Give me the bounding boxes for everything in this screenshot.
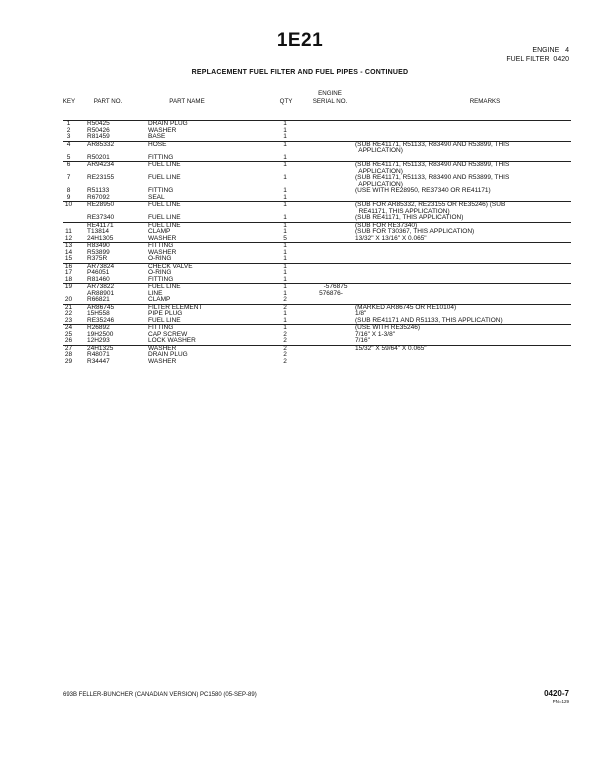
parts-table bbox=[63, 120, 571, 365]
part-no-cell: R51133 bbox=[87, 187, 110, 194]
key-cell: 17 bbox=[64, 269, 73, 276]
part-no-cell: 24H1305 bbox=[87, 234, 114, 242]
qty-cell: 1 bbox=[283, 310, 287, 317]
part-name-cell: WASHER bbox=[148, 357, 177, 365]
part-name-cell: WASHER bbox=[148, 248, 177, 256]
table-row bbox=[63, 263, 571, 271]
qty-cell: 2 bbox=[283, 337, 287, 344]
part-no-cell: R26892 bbox=[87, 324, 110, 331]
part-no-cell: R66821 bbox=[87, 296, 110, 303]
part-name-cell: WASHER bbox=[148, 126, 177, 134]
key-cell: 3 bbox=[66, 133, 71, 140]
part-name-cell: O-RING bbox=[148, 255, 172, 262]
key-cell: 19 bbox=[64, 283, 73, 290]
qty-cell: 1 bbox=[283, 133, 287, 140]
part-name-cell: FITTING bbox=[148, 324, 174, 331]
qty-cell: 5 bbox=[283, 234, 287, 242]
part-name-cell: CLAMP bbox=[148, 228, 171, 235]
key-cell: 16 bbox=[64, 262, 73, 270]
qty-cell: 1 bbox=[283, 153, 287, 161]
remarks-cell: (USE WITH RE35246) bbox=[355, 324, 421, 331]
remarks-cell: APPLICATION) bbox=[355, 147, 403, 154]
key-cell: 1 bbox=[66, 120, 71, 127]
key-cell: 4 bbox=[66, 140, 71, 148]
remarks-cell: (MARKED AR86745 OR RE10104) bbox=[355, 303, 457, 311]
table-row bbox=[63, 359, 571, 366]
part-name-cell: CLAMP bbox=[148, 296, 171, 303]
section-name: ENGINE bbox=[532, 47, 560, 54]
part-name-cell: BASE bbox=[148, 133, 166, 140]
part-name-cell: FUEL LINE bbox=[148, 221, 181, 229]
remarks-cell: 1/8" bbox=[355, 310, 367, 317]
part-no-cell: R48071 bbox=[87, 351, 110, 358]
key-cell: 15 bbox=[64, 255, 73, 262]
part-name-cell: SEAL bbox=[148, 193, 165, 201]
group-number: 0420 bbox=[553, 56, 569, 63]
part-no-cell: AR85332 bbox=[87, 140, 115, 148]
part-name-cell: LOCK WASHER bbox=[148, 337, 196, 344]
part-no-cell: 19H2500 bbox=[87, 330, 114, 338]
key-cell: 29 bbox=[64, 357, 73, 365]
part-no-cell: AR73824 bbox=[87, 262, 115, 270]
part-name-cell: FUEL LINE bbox=[148, 174, 181, 181]
remarks-cell: (SUB FOR AR85332, RE23155 OR RE35246) (SUB bbox=[355, 201, 506, 208]
table-row bbox=[63, 283, 571, 291]
footer-page-number: 0420-7 bbox=[544, 689, 569, 698]
part-name-cell: FITTING bbox=[148, 187, 174, 194]
key-cell: 12 bbox=[64, 234, 73, 242]
part-no-cell: 24H1325 bbox=[87, 344, 114, 352]
qty-cell: 2 bbox=[283, 296, 287, 303]
qty-cell: 1 bbox=[283, 174, 287, 181]
part-name-cell: LINE bbox=[148, 289, 163, 297]
page-code: 1E21 bbox=[276, 30, 324, 51]
col-header-qty: QTY bbox=[279, 98, 293, 105]
key-cell: 22 bbox=[64, 310, 73, 317]
part-name-cell: FITTING bbox=[148, 275, 174, 283]
remarks-cell: (USE WITH RE28950, RE37340 OR RE41171) bbox=[355, 187, 491, 194]
part-no-cell: R81459 bbox=[87, 133, 110, 140]
key-cell: 2 bbox=[66, 126, 71, 134]
section-header bbox=[532, 47, 569, 54]
col-header-serial-line1: ENGINE bbox=[318, 90, 342, 97]
remarks-cell: (SUB FOR RE37340) bbox=[355, 221, 418, 229]
table-row bbox=[63, 201, 571, 209]
remarks-cell: RE41171, THIS APPLICATION) bbox=[355, 207, 450, 215]
remarks-cell: 7/16" X 1-3/8" bbox=[355, 330, 396, 338]
remarks-cell: APPLICATION) bbox=[355, 180, 403, 188]
qty-cell: 1 bbox=[283, 201, 287, 208]
qty-cell: 1 bbox=[283, 324, 287, 331]
key-cell: 13 bbox=[64, 242, 73, 249]
page-title: REPLACEMENT FUEL FILTER AND FUEL PIPES - CONTINUED bbox=[191, 69, 409, 76]
serial-cell: 576876- bbox=[319, 289, 343, 297]
part-no-cell: R67092 bbox=[87, 193, 110, 201]
remarks-cell: (SUB RE41171, R51133, R83490 AND R53899, THIS bbox=[355, 161, 510, 168]
part-no-cell: RE37340 bbox=[87, 214, 115, 221]
col-header-key: KEY bbox=[62, 98, 76, 105]
qty-cell: 1 bbox=[283, 187, 287, 194]
part-name-cell: CAP SCREW bbox=[148, 330, 188, 338]
remarks-cell: (SUB FOR T30367, THIS APPLICATION) bbox=[355, 228, 475, 235]
qty-cell: 1 bbox=[283, 214, 287, 221]
qty-cell: 1 bbox=[283, 275, 287, 283]
part-name-cell: FUEL LINE bbox=[148, 283, 181, 290]
part-no-cell: 12H293 bbox=[87, 337, 110, 344]
qty-cell: 1 bbox=[283, 262, 287, 270]
table-row bbox=[63, 141, 571, 149]
part-no-cell: P46051 bbox=[87, 269, 110, 276]
col-header-serial-line2: SERIAL NO. bbox=[312, 98, 348, 105]
part-no-cell: R50426 bbox=[87, 126, 110, 134]
key-cell: 20 bbox=[64, 296, 73, 303]
key-cell: 11 bbox=[65, 228, 72, 235]
key-cell: 24 bbox=[64, 324, 73, 331]
part-name-cell: WASHER bbox=[148, 344, 177, 352]
key-cell: 14 bbox=[64, 248, 73, 256]
part-name-cell: DRAIN PLUG bbox=[148, 351, 188, 358]
table-row bbox=[63, 120, 571, 128]
part-no-cell: RE28950 bbox=[87, 201, 115, 208]
qty-cell: 2 bbox=[283, 344, 287, 352]
part-no-cell: AR88901 bbox=[87, 289, 115, 297]
key-cell: 21 bbox=[64, 303, 73, 311]
remarks-cell: (SUB RE41171 AND R51133, THIS APPLICATION) bbox=[355, 316, 503, 324]
part-name-cell: FUEL LINE bbox=[148, 316, 181, 324]
part-name-cell: FUEL LINE bbox=[148, 214, 181, 221]
part-name-cell: FITTING bbox=[148, 153, 174, 161]
qty-cell: 2 bbox=[283, 330, 287, 338]
footer-publication: 693B FELLER-BUNCHER (CANADIAN VERSION) PC1580 (05-SEP-89) bbox=[63, 692, 257, 698]
part-no-cell: R83490 bbox=[87, 242, 110, 249]
part-name-cell: PIPE PLUG bbox=[148, 310, 183, 317]
col-header-serial bbox=[300, 90, 360, 106]
part-name-cell: WASHER bbox=[148, 234, 177, 242]
remarks-cell: (SUB RE41171, R51133, R83490 AND R53899, THIS bbox=[355, 174, 510, 181]
part-name-cell: FUEL LINE bbox=[148, 201, 181, 208]
table-row bbox=[63, 345, 571, 353]
key-cell: 7 bbox=[66, 174, 71, 181]
qty-cell: 1 bbox=[283, 316, 287, 324]
group-name: FUEL FILTER bbox=[506, 56, 550, 63]
key-cell: 6 bbox=[66, 161, 71, 168]
part-no-cell: R50425 bbox=[87, 120, 110, 127]
qty-cell: 2 bbox=[283, 351, 287, 358]
col-header-part-name: PART NAME bbox=[169, 98, 205, 105]
key-cell: 25 bbox=[64, 330, 73, 338]
part-no-cell: R81460 bbox=[87, 275, 110, 283]
key-cell: 26 bbox=[64, 337, 73, 344]
table-row bbox=[63, 304, 571, 312]
part-no-cell: RE35246 bbox=[87, 316, 115, 324]
qty-cell: 1 bbox=[283, 283, 287, 290]
part-name-cell: O-RING bbox=[148, 269, 172, 276]
key-cell: 9 bbox=[66, 193, 71, 201]
table-row bbox=[63, 161, 571, 169]
col-header-remarks: REMARKS bbox=[469, 98, 501, 105]
remarks-cell: 15/32" X 59/64" X 0.065" bbox=[355, 344, 427, 352]
footer-pn: PN=129 bbox=[552, 699, 569, 704]
remarks-cell: APPLICATION) bbox=[355, 167, 403, 175]
remarks-cell: (SUB RE41171, THIS APPLICATION) bbox=[355, 214, 464, 221]
part-no-cell: T13814 bbox=[87, 228, 110, 235]
key-cell: 18 bbox=[64, 275, 73, 283]
key-cell: 23 bbox=[64, 316, 73, 324]
part-no-cell: 15H558 bbox=[87, 310, 110, 317]
key-cell: 28 bbox=[64, 351, 73, 358]
part-no-cell: AR73822 bbox=[87, 283, 115, 290]
table-row bbox=[63, 222, 571, 230]
part-no-cell: R34447 bbox=[87, 357, 110, 365]
key-cell: 8 bbox=[66, 187, 71, 194]
key-cell: 27 bbox=[64, 344, 73, 352]
qty-cell: 1 bbox=[283, 269, 287, 276]
qty-cell: 1 bbox=[283, 289, 287, 297]
part-no-cell: AR86745 bbox=[87, 303, 115, 311]
qty-cell: 1 bbox=[283, 248, 287, 256]
remarks-cell: 13/32" X 13/16" X 0.065" bbox=[355, 234, 427, 242]
part-name-cell: FUEL LINE bbox=[148, 161, 181, 168]
qty-cell: 1 bbox=[283, 120, 287, 127]
table-row bbox=[63, 242, 571, 250]
qty-cell: 2 bbox=[283, 303, 287, 311]
part-name-cell: DRAIN PLUG bbox=[148, 120, 188, 127]
part-name-cell: FITTING bbox=[148, 242, 174, 249]
remarks-cell: 7/16" bbox=[355, 337, 370, 344]
qty-cell: 1 bbox=[283, 140, 287, 148]
qty-cell: 1 bbox=[283, 161, 287, 168]
remarks-cell: (SUB RE41171, R51133, R83490 AND R53899, THIS bbox=[355, 140, 510, 148]
part-no-cell: R375R bbox=[87, 255, 108, 262]
qty-cell: 1 bbox=[283, 242, 287, 249]
part-no-cell: RE41171 bbox=[87, 221, 114, 229]
qty-cell: 2 bbox=[283, 357, 287, 365]
key-cell: 5 bbox=[66, 153, 71, 161]
qty-cell: 1 bbox=[283, 126, 287, 134]
group-header bbox=[506, 56, 569, 63]
qty-cell: 1 bbox=[283, 221, 287, 229]
part-no-cell: R50201 bbox=[87, 153, 110, 161]
part-name-cell: CHECK VALVE bbox=[148, 262, 193, 270]
part-name-cell: FILTER ELEMENT bbox=[148, 303, 203, 311]
section-number: 4 bbox=[565, 47, 569, 54]
table-row bbox=[63, 324, 571, 332]
part-no-cell: RE23155 bbox=[87, 174, 115, 181]
qty-cell: 1 bbox=[283, 228, 287, 235]
part-no-cell: AR94234 bbox=[87, 161, 115, 168]
part-name-cell: HOSE bbox=[148, 140, 167, 148]
qty-cell: 1 bbox=[283, 193, 287, 201]
key-cell: 10 bbox=[64, 201, 73, 208]
part-no-cell: R53899 bbox=[87, 248, 110, 256]
qty-cell: 1 bbox=[283, 255, 287, 262]
serial-cell: -576875 bbox=[314, 283, 348, 290]
col-header-part-no: PART NO. bbox=[93, 98, 123, 105]
